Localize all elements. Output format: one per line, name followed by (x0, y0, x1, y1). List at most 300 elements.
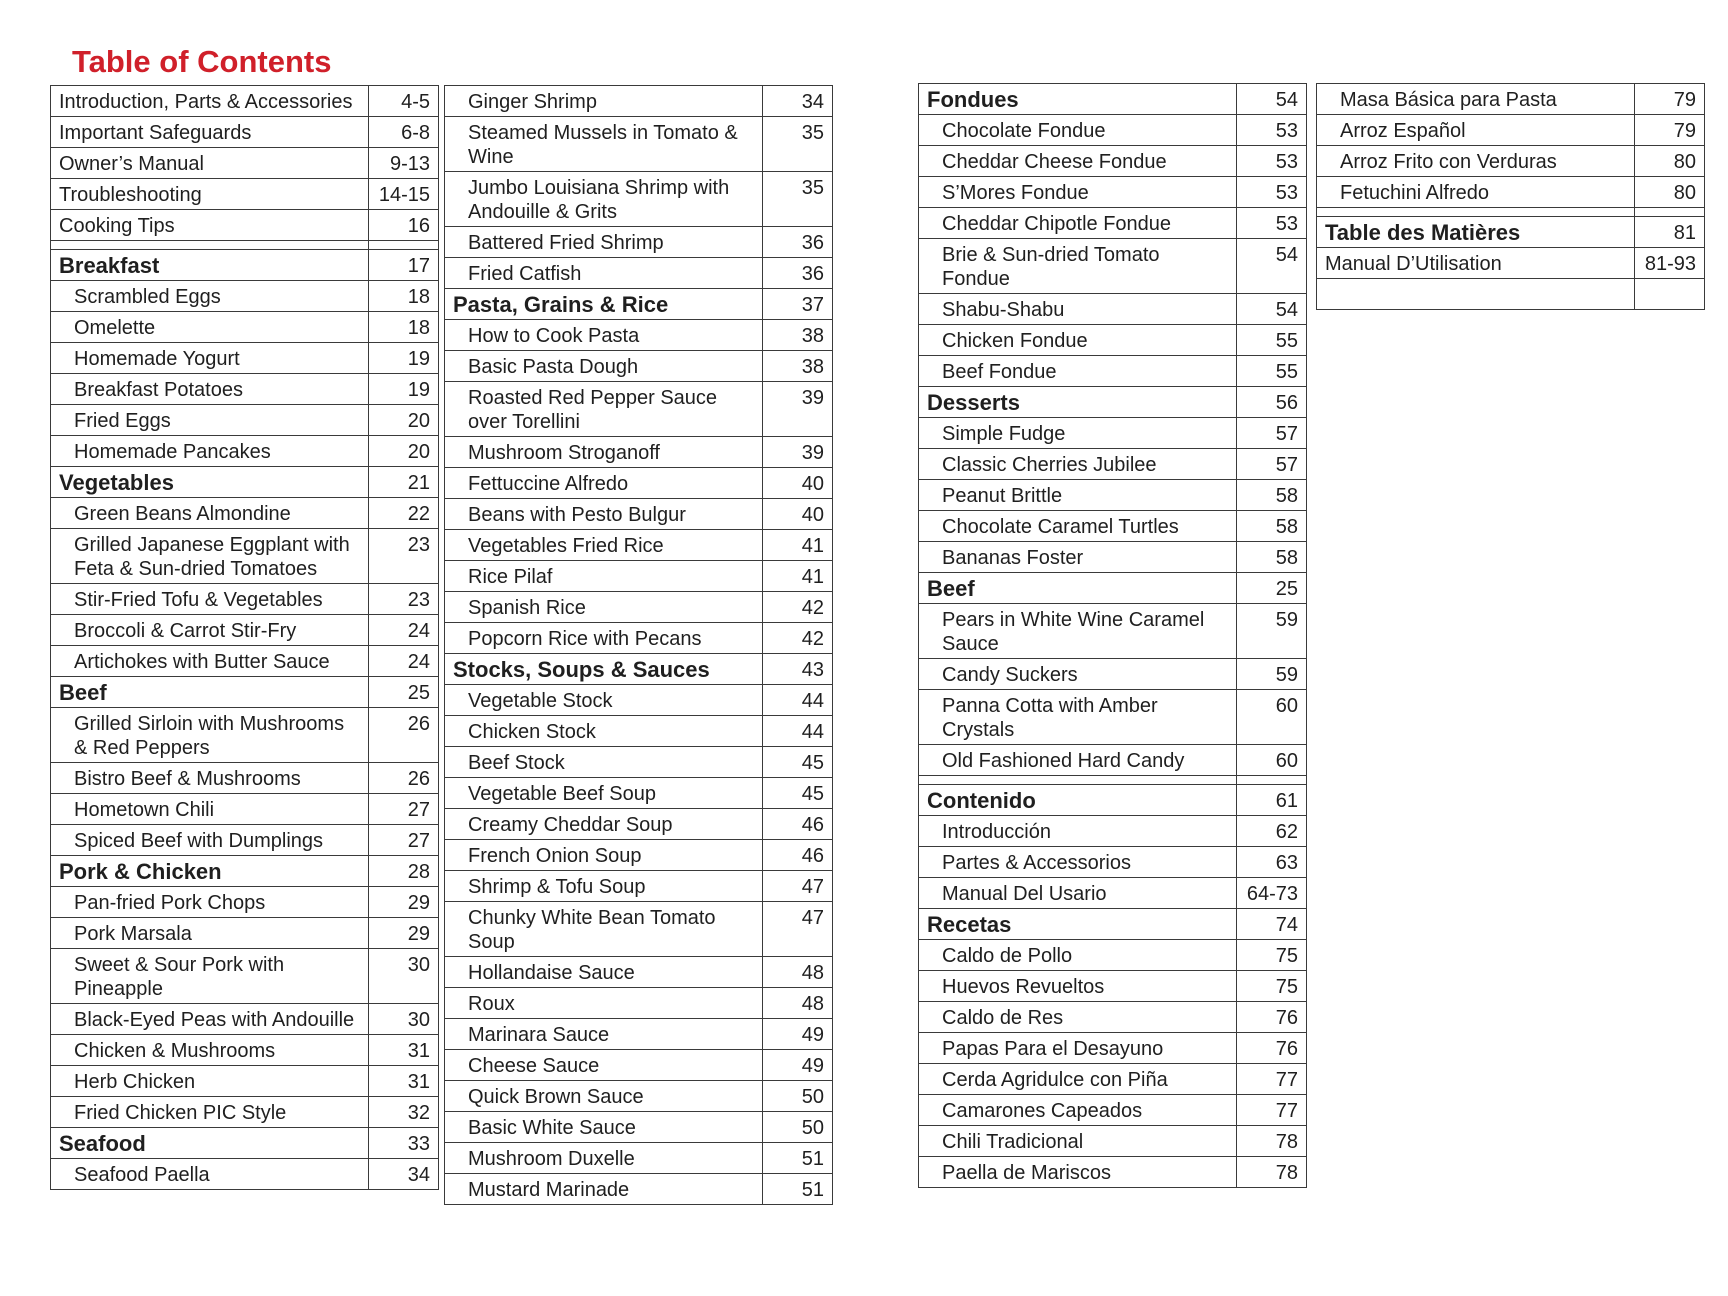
page-number: 18 (369, 312, 439, 343)
page-number: 76 (1237, 1002, 1307, 1033)
entry-title: Broccoli & Carrot Stir-Fry (51, 615, 369, 646)
page-number: 51 (763, 1174, 833, 1205)
entry-title: Caldo de Res (919, 1002, 1237, 1033)
toc-entry-row (51, 615, 439, 646)
entry-title: Quick Brown Sauce (445, 1081, 763, 1112)
page-number: 49 (763, 1019, 833, 1050)
page-number: 16 (369, 210, 439, 241)
section-heading-row (919, 785, 1307, 816)
toc-entry-row (445, 227, 833, 258)
entry-title: Paella de Mariscos (919, 1157, 1237, 1188)
entry-title: Cheese Sauce (445, 1050, 763, 1081)
entry-title: Important Safeguards (51, 117, 369, 148)
toc-entry-row (919, 418, 1307, 449)
page-number: 24 (369, 615, 439, 646)
toc-entry-row (1317, 146, 1705, 177)
entry-title: Pan-fried Pork Chops (51, 887, 369, 918)
page-number: 41 (763, 530, 833, 561)
spacer-row (51, 241, 439, 250)
page-number: 78 (1237, 1126, 1307, 1157)
toc-entry-row (445, 809, 833, 840)
entry-title: Scrambled Eggs (51, 281, 369, 312)
toc-column-4 (1316, 83, 1705, 310)
toc-entry-row (445, 1174, 833, 1205)
page-number: 39 (763, 437, 833, 468)
page-number: 58 (1237, 511, 1307, 542)
section-title: Stocks, Soups & Sauces (445, 654, 763, 685)
entry-title: Fried Chicken PIC Style (51, 1097, 369, 1128)
entry-title: Black-Eyed Peas with Andouille (51, 1004, 369, 1035)
page-number: 6-8 (369, 117, 439, 148)
page-number: 29 (369, 887, 439, 918)
entry-title: Panna Cotta with Amber Crystals (919, 690, 1237, 745)
page-number: 59 (1237, 659, 1307, 690)
section-heading-row (51, 467, 439, 498)
toc-column-3 (918, 83, 1307, 1188)
section-heading-row (919, 573, 1307, 604)
entry-title: Manual D’Utilisation (1317, 248, 1635, 279)
page-number: 77 (1237, 1064, 1307, 1095)
section-title: Desserts (919, 387, 1237, 418)
toc-entry-row (445, 957, 833, 988)
toc-entry-row (919, 745, 1307, 776)
entry-title: Chicken Fondue (919, 325, 1237, 356)
entry-title: Introducción (919, 816, 1237, 847)
entry-title: Old Fashioned Hard Candy (919, 745, 1237, 776)
entry-title: Beans with Pesto Bulgur (445, 499, 763, 530)
page-number: 17 (369, 250, 439, 281)
entry-title: Chocolate Caramel Turtles (919, 511, 1237, 542)
toc-entry-row (445, 258, 833, 289)
entry-title: Seafood Paella (51, 1159, 369, 1190)
entry-title: Breakfast Potatoes (51, 374, 369, 405)
toc-entry-row (919, 1064, 1307, 1095)
entry-title: Jumbo Louisiana Shrimp with Andouille & Grits (445, 172, 763, 227)
entry-title: Beef Stock (445, 747, 763, 778)
page-number: 38 (763, 320, 833, 351)
toc-entry-row (51, 117, 439, 148)
section-title: Beef (51, 677, 369, 708)
blank-row (1317, 279, 1705, 310)
page-number: 14-15 (369, 179, 439, 210)
entry-title: Mustard Marinade (445, 1174, 763, 1205)
page-number: 23 (369, 584, 439, 615)
toc-entry-row (445, 437, 833, 468)
page-number: 22 (369, 498, 439, 529)
page-number: 49 (763, 1050, 833, 1081)
toc-entry-row (445, 988, 833, 1019)
section-title: Seafood (51, 1128, 369, 1159)
page-number: 59 (1237, 604, 1307, 659)
entry-title: Homemade Pancakes (51, 436, 369, 467)
entry-title: Spanish Rice (445, 592, 763, 623)
page-number: 40 (763, 468, 833, 499)
page-number: 32 (369, 1097, 439, 1128)
page-number: 18 (369, 281, 439, 312)
page-number: 20 (369, 405, 439, 436)
entry-title: Creamy Cheddar Soup (445, 809, 763, 840)
page-number: 42 (763, 592, 833, 623)
empty-cell (919, 776, 1237, 785)
toc-entry-row (445, 1112, 833, 1143)
entry-title: Arroz Español (1317, 115, 1635, 146)
page-number: 45 (763, 747, 833, 778)
entry-title: Spiced Beef with Dumplings (51, 825, 369, 856)
toc-entry-row (51, 763, 439, 794)
entry-title: Partes & Accessorios (919, 847, 1237, 878)
entry-title: Troubleshooting (51, 179, 369, 210)
toc-entry-row (51, 529, 439, 584)
entry-title: Shabu-Shabu (919, 294, 1237, 325)
toc-entry-row (919, 356, 1307, 387)
toc-entry-row (1317, 248, 1705, 279)
toc-entry-row (919, 480, 1307, 511)
page-number: 54 (1237, 239, 1307, 294)
page-number: 30 (369, 1004, 439, 1035)
toc-entry-row (51, 949, 439, 1004)
page-number: 63 (1237, 847, 1307, 878)
page-number: 48 (763, 988, 833, 1019)
entry-title: Masa Básica para Pasta (1317, 84, 1635, 115)
toc-entry-row (51, 343, 439, 374)
section-title: Pork & Chicken (51, 856, 369, 887)
entry-title: Steamed Mussels in Tomato & Wine (445, 117, 763, 172)
toc-entry-row (51, 708, 439, 763)
toc-entry-row (919, 239, 1307, 294)
page-number: 30 (369, 949, 439, 1004)
entry-title: Candy Suckers (919, 659, 1237, 690)
section-title: Contenido (919, 785, 1237, 816)
page-number: 43 (763, 654, 833, 685)
toc-entry-row (51, 1035, 439, 1066)
page-number: 38 (763, 351, 833, 382)
entry-title: Hollandaise Sauce (445, 957, 763, 988)
page-number: 74 (1237, 909, 1307, 940)
entry-title: Cerda Agridulce con Piña (919, 1064, 1237, 1095)
section-title: Fondues (919, 84, 1237, 115)
entry-title: Mushroom Duxelle (445, 1143, 763, 1174)
toc-entry-row (445, 382, 833, 437)
page-number: 60 (1237, 690, 1307, 745)
page-number: 81-93 (1635, 248, 1705, 279)
page-number: 77 (1237, 1095, 1307, 1126)
empty-cell (1635, 208, 1705, 217)
entry-title: Introduction, Parts & Accessories (51, 86, 369, 117)
page-number: 31 (369, 1035, 439, 1066)
toc-entry-row (51, 179, 439, 210)
page-number: 80 (1635, 177, 1705, 208)
toc-entry-row (51, 918, 439, 949)
page-number: 40 (763, 499, 833, 530)
toc-entry-row (919, 542, 1307, 573)
entry-title: Manual Del Usario (919, 878, 1237, 909)
section-heading-row (51, 677, 439, 708)
entry-title: Herb Chicken (51, 1066, 369, 1097)
page-number: 44 (763, 716, 833, 747)
entry-title: Stir-Fried Tofu & Vegetables (51, 584, 369, 615)
toc-entry-row (51, 148, 439, 179)
page-number: 36 (763, 227, 833, 258)
section-heading-row (51, 1128, 439, 1159)
toc-entry-row (1317, 177, 1705, 208)
entry-title: Artichokes with Butter Sauce (51, 646, 369, 677)
section-title: Breakfast (51, 250, 369, 281)
entry-title: Vegetable Beef Soup (445, 778, 763, 809)
page-number: 27 (369, 825, 439, 856)
toc-entry-row (919, 847, 1307, 878)
entry-title: Vegetables Fried Rice (445, 530, 763, 561)
page-number: 53 (1237, 177, 1307, 208)
toc-entry-row (445, 117, 833, 172)
page-number: 48 (763, 957, 833, 988)
page-number: 54 (1237, 84, 1307, 115)
entry-title: Cheddar Cheese Fondue (919, 146, 1237, 177)
page-number: 60 (1237, 745, 1307, 776)
entry-title: Fetuchini Alfredo (1317, 177, 1635, 208)
page-number: 35 (763, 172, 833, 227)
toc-entry-row (51, 405, 439, 436)
page-number: 33 (369, 1128, 439, 1159)
page-number: 76 (1237, 1033, 1307, 1064)
page-number: 21 (369, 467, 439, 498)
page-number: 56 (1237, 387, 1307, 418)
page-number: 53 (1237, 146, 1307, 177)
page-number: 47 (763, 871, 833, 902)
page-number: 45 (763, 778, 833, 809)
entry-title: Roux (445, 988, 763, 1019)
page-number: 37 (763, 289, 833, 320)
page-number: 64-73 (1237, 878, 1307, 909)
toc-entry-row (445, 86, 833, 117)
toc-entry-row (51, 312, 439, 343)
page-number: 58 (1237, 480, 1307, 511)
section-heading-row (919, 84, 1307, 115)
entry-title: Fried Catfish (445, 258, 763, 289)
page-number: 78 (1237, 1157, 1307, 1188)
toc-entry-row (445, 351, 833, 382)
toc-entry-row (445, 1050, 833, 1081)
entry-title: Beef Fondue (919, 356, 1237, 387)
empty-cell (1317, 208, 1635, 217)
page-number: 55 (1237, 325, 1307, 356)
entry-title: Simple Fudge (919, 418, 1237, 449)
section-heading-row (1317, 217, 1705, 248)
page-number: 24 (369, 646, 439, 677)
page-number: 50 (763, 1112, 833, 1143)
toc-entry-row (919, 325, 1307, 356)
page-number: 27 (369, 794, 439, 825)
toc-entry-row (919, 1095, 1307, 1126)
toc-entry-row (919, 940, 1307, 971)
entry-title: Brie & Sun-dried Tomato Fondue (919, 239, 1237, 294)
entry-title: Cooking Tips (51, 210, 369, 241)
page-number: 81 (1635, 217, 1705, 248)
page-number: 4-5 (369, 86, 439, 117)
page-number: 58 (1237, 542, 1307, 573)
toc-entry-row (445, 778, 833, 809)
toc-entry-row (919, 816, 1307, 847)
page-number: 34 (369, 1159, 439, 1190)
entry-title: Roasted Red Pepper Sauce over Torellini (445, 382, 763, 437)
page-number: 28 (369, 856, 439, 887)
page-number: 75 (1237, 971, 1307, 1002)
toc-column-2 (444, 85, 833, 1205)
page-number: 26 (369, 763, 439, 794)
toc-entry-row (51, 1097, 439, 1128)
toc-entry-row (51, 281, 439, 312)
toc-entry-row (919, 878, 1307, 909)
page-number: 46 (763, 840, 833, 871)
toc-entry-row (51, 498, 439, 529)
toc-entry-row (445, 871, 833, 902)
entry-title: Papas Para el Desayuno (919, 1033, 1237, 1064)
entry-title: Peanut Brittle (919, 480, 1237, 511)
toc-entry-row (919, 511, 1307, 542)
section-heading-row (51, 250, 439, 281)
page-number: 46 (763, 809, 833, 840)
page-number: 19 (369, 374, 439, 405)
toc-entry-row (919, 294, 1307, 325)
toc-entry-row (445, 1143, 833, 1174)
page-number: 55 (1237, 356, 1307, 387)
entry-title: Owner’s Manual (51, 148, 369, 179)
section-title: Pasta, Grains & Rice (445, 289, 763, 320)
toc-entry-row (445, 623, 833, 654)
entry-title: Fettuccine Alfredo (445, 468, 763, 499)
page-number: 29 (369, 918, 439, 949)
entry-title: Chunky White Bean Tomato Soup (445, 902, 763, 957)
page-number: 79 (1635, 84, 1705, 115)
entry-title: Chili Tradicional (919, 1126, 1237, 1157)
page-title: Table of Contents (72, 44, 332, 79)
toc-entry-row (919, 208, 1307, 239)
entry-title: Marinara Sauce (445, 1019, 763, 1050)
toc-entry-row (445, 172, 833, 227)
toc-entry-row (51, 646, 439, 677)
toc-entry-row (445, 530, 833, 561)
toc-entry-row (919, 604, 1307, 659)
entry-title: Shrimp & Tofu Soup (445, 871, 763, 902)
section-title: Vegetables (51, 467, 369, 498)
page-number: 53 (1237, 115, 1307, 146)
section-heading-row (445, 654, 833, 685)
toc-entry-row (51, 825, 439, 856)
page-number: 41 (763, 561, 833, 592)
toc-entry-row (445, 320, 833, 351)
entry-title: S’Mores Fondue (919, 177, 1237, 208)
page-number: 19 (369, 343, 439, 374)
toc-entry-row (445, 499, 833, 530)
page-number: 57 (1237, 449, 1307, 480)
entry-title: How to Cook Pasta (445, 320, 763, 351)
empty-cell (1317, 279, 1635, 310)
entry-title: French Onion Soup (445, 840, 763, 871)
page-number: 25 (369, 677, 439, 708)
toc-entry-row (51, 210, 439, 241)
toc-entry-row (1317, 115, 1705, 146)
toc-entry-row (445, 468, 833, 499)
page-number: 57 (1237, 418, 1307, 449)
entry-title: Ginger Shrimp (445, 86, 763, 117)
toc-entry-row (51, 584, 439, 615)
toc-entry-row (919, 1033, 1307, 1064)
entry-title: Cheddar Chipotle Fondue (919, 208, 1237, 239)
entry-title: Arroz Frito con Verduras (1317, 146, 1635, 177)
section-title: Beef (919, 573, 1237, 604)
toc-entry-row (445, 902, 833, 957)
page-number: 31 (369, 1066, 439, 1097)
page-number: 51 (763, 1143, 833, 1174)
toc-column-1 (50, 85, 439, 1190)
toc-entry-row (1317, 84, 1705, 115)
entry-title: Green Beans Almondine (51, 498, 369, 529)
page-number: 26 (369, 708, 439, 763)
toc-entry-row (919, 659, 1307, 690)
entry-title: Bistro Beef & Mushrooms (51, 763, 369, 794)
toc-entry-row (919, 449, 1307, 480)
page-number: 44 (763, 685, 833, 716)
entry-title: Mushroom Stroganoff (445, 437, 763, 468)
toc-entry-row (919, 1126, 1307, 1157)
page-number: 50 (763, 1081, 833, 1112)
toc-entry-row (919, 146, 1307, 177)
toc-entry-row (51, 1004, 439, 1035)
toc-entry-row (445, 1081, 833, 1112)
toc-entry-row (51, 86, 439, 117)
spacer-row (919, 776, 1307, 785)
page-number: 54 (1237, 294, 1307, 325)
empty-cell (369, 241, 439, 250)
page-number: 75 (1237, 940, 1307, 971)
entry-title: Chicken Stock (445, 716, 763, 747)
section-heading-row (919, 909, 1307, 940)
page-number: 79 (1635, 115, 1705, 146)
entry-title: Huevos Revueltos (919, 971, 1237, 1002)
toc-entry-row (51, 374, 439, 405)
empty-cell (51, 241, 369, 250)
entry-title: Basic White Sauce (445, 1112, 763, 1143)
entry-title: Pears in White Wine Caramel Sauce (919, 604, 1237, 659)
toc-entry-row (445, 561, 833, 592)
entry-title: Battered Fried Shrimp (445, 227, 763, 258)
page-number: 42 (763, 623, 833, 654)
section-title: Table des Matières (1317, 217, 1635, 248)
entry-title: Classic Cherries Jubilee (919, 449, 1237, 480)
toc-entry-row (919, 971, 1307, 1002)
toc-entry-row (919, 115, 1307, 146)
entry-title: Grilled Sirloin with Mushrooms & Red Peppers (51, 708, 369, 763)
page-number: 80 (1635, 146, 1705, 177)
toc-entry-row (51, 887, 439, 918)
entry-title: Homemade Yogurt (51, 343, 369, 374)
entry-title: Camarones Capeados (919, 1095, 1237, 1126)
entry-title: Chocolate Fondue (919, 115, 1237, 146)
empty-cell (1635, 279, 1705, 310)
spacer-row (1317, 208, 1705, 217)
entry-title: Grilled Japanese Eggplant with Feta & Sun-dried Tomatoes (51, 529, 369, 584)
toc-entry-row (445, 747, 833, 778)
entry-title: Fried Eggs (51, 405, 369, 436)
toc-entry-row (51, 1066, 439, 1097)
toc-entry-row (445, 592, 833, 623)
page-number: 35 (763, 117, 833, 172)
page-number: 53 (1237, 208, 1307, 239)
page-number: 62 (1237, 816, 1307, 847)
page-number: 23 (369, 529, 439, 584)
toc-entry-row (445, 1019, 833, 1050)
toc-entry-row (445, 840, 833, 871)
entry-title: Bananas Foster (919, 542, 1237, 573)
